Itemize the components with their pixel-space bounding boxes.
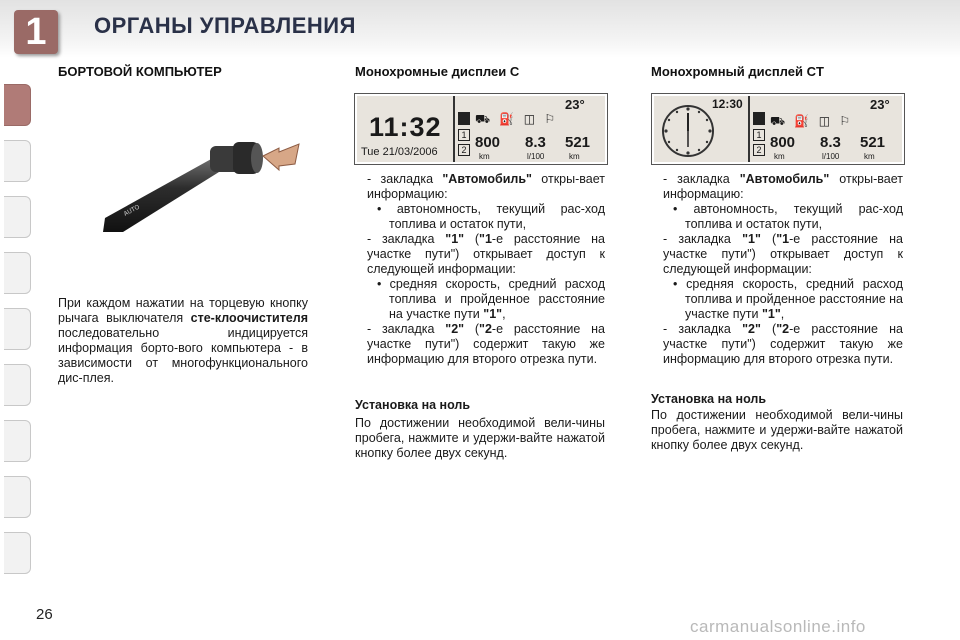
display-ct: 12:30 23° 1 2 ⛟ ⛽ ◫ ⚐ 800 8.3 521 km l/100 km (651, 93, 905, 165)
paragraph-part-1: При каждом нажатии на торцевую кнопку рычага выключателя (58, 296, 308, 325)
list-item: - закладка "Автомобиль" откры-вает информацию: (367, 172, 605, 201)
list-item: - закладка "2" ("2-е расстояние на участке пути") содержит такую же информацию для второго отрезка пути. (367, 322, 606, 366)
section-title-display-ct: Монохромный дисплей CT (651, 64, 824, 79)
list-item: - закладка "1" ("1-е расстояние на участке пути") открывает доступ к следующей информации: (663, 232, 904, 276)
unit1-ct: km (774, 152, 785, 161)
unit1-c: km (479, 152, 490, 161)
analog-clock-icon (660, 103, 716, 159)
clock-ct: 12:30 (712, 97, 743, 111)
value2-c: 8.3 (525, 134, 546, 151)
value3-c: 521 (565, 134, 591, 151)
value1-ct: 800 (770, 134, 796, 151)
value2-ct: 8.3 (820, 134, 841, 151)
list-bullet: • средняя скорость, средний расход топлива и пройденное расстояние на участке пути "1", (673, 277, 903, 321)
reset-title-c: Установка на ноль (355, 398, 471, 412)
date-c: Tue 21/03/2006 (361, 146, 438, 158)
side-tab-9[interactable] (4, 532, 31, 574)
clock-c: 11:32 (369, 112, 442, 142)
list-item: - закладка "2" ("2-е расстояние на участке пути") содержит такую же информацию для второго отрезка пути. (663, 322, 904, 366)
value1-c: 800 (475, 134, 501, 151)
display-c: 23° 11:32 Tue 21/03/2006 1 2 ⛟ ⛽ ◫ ⚐ 800 8.3 521 km l/100 km (354, 93, 608, 165)
side-tab-7[interactable] (4, 420, 31, 462)
value3-ct: 521 (860, 134, 886, 151)
list-item: - закладка "1" ("1-е расстояние на участке пути") открывает доступ к следующей информации: (367, 232, 606, 276)
unit3-c: km (569, 152, 580, 161)
side-tab-3[interactable] (4, 196, 31, 238)
reset-text-c: По достижении необходимой вели-чины пробега, нажмите и удержи-вайте нажатой кнопку более двух секунд. (355, 416, 605, 460)
unit2-c: l/100 (527, 152, 545, 161)
left-paragraph (58, 296, 308, 386)
page-title: ОРГАНЫ УПРАВЛЕНИЯ (94, 13, 356, 38)
car-icon: ⛟ ⛽ ◫ ⚐ (475, 112, 559, 126)
side-tab-8[interactable] (4, 476, 31, 518)
wiper-stalk-illustration (95, 140, 305, 240)
paragraph-bold: сте-клоочистителя (190, 311, 308, 325)
list-item: - закладка "Автомобиль" откры-вает информацию: (663, 172, 903, 201)
side-tab-4[interactable] (4, 252, 31, 294)
reset-title-ct: Установка на ноль (651, 392, 767, 406)
list-bullet: • автономность, текущий рас-ход топлива и остаток пути, (673, 202, 903, 231)
car-icon-ct: ⛟ ⛽ ◫ ⚐ (770, 114, 854, 128)
right-list (651, 172, 903, 367)
middle-list (355, 172, 605, 367)
side-tab-2[interactable] (4, 140, 31, 182)
list-bullet: • автономность, текущий рас-ход топлива и остаток пути, (377, 202, 605, 231)
unit3-ct: km (864, 152, 875, 161)
chapter-number: 1 (25, 11, 47, 53)
side-tab-6[interactable] (4, 364, 31, 406)
temperature-ct: 23° (870, 97, 890, 112)
list-bullet: • средняя скорость, средний расход топлива и пройденное расстояние на участке пути "1", (377, 277, 605, 321)
reset-text-ct: По достижении необходимой вели-чины пробега, нажмите и удержи-вайте нажатой кнопку более двух секунд. (651, 408, 903, 452)
side-tabs (0, 60, 34, 580)
section-title-display-c: Монохромные дисплеи C (355, 64, 520, 79)
side-tab-5[interactable] (4, 308, 31, 350)
page-number: 26 (36, 606, 53, 623)
unit2-ct: l/100 (822, 152, 840, 161)
svg-text:AUTO: AUTO (122, 203, 141, 218)
side-tab-1[interactable] (4, 84, 31, 126)
section-title-computer: БОРТОВОЙ КОМПЬЮТЕР (58, 64, 222, 79)
paragraph-part-2: последовательно индицируется информация борто-вого компьютера - в зависимости от многофункционального дис-плея. (58, 326, 308, 385)
temperature-c: 23° (565, 97, 585, 112)
watermark: carmanualsonline.info (690, 617, 866, 636)
